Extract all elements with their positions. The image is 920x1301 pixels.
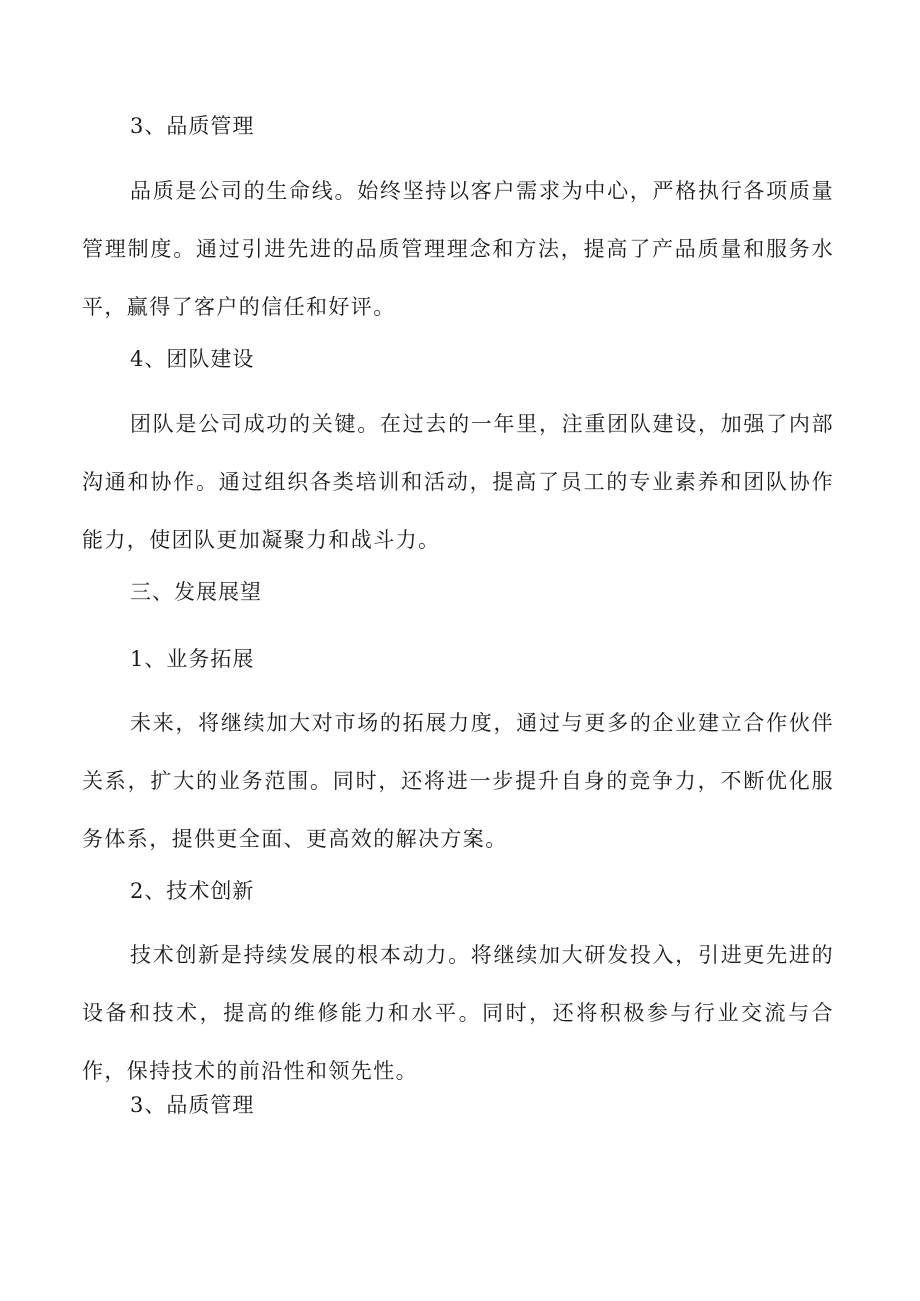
section-paragraph-tech: 技术创新是持续发展的根本动力。将继续加大研发投入，引进更先进的设备和技术，提高的维修能力和水平。同时，还将积极参与行业交流与合作，保持技术的前沿性和领先性。 bbox=[82, 943, 834, 1083]
section-paragraph-quality: 品质是公司的生命线。始终坚持以客户需求为中心，严格执行各项质量管理制度。通过引进先进的品质管理理念和方法，提高了产品质量和服务水平，赢得了客户的信任和好评。 bbox=[82, 179, 834, 319]
section-heading-tech: 2、技术创新 bbox=[130, 879, 255, 903]
section-heading-quality-repeat: 3、品质管理 bbox=[130, 1093, 255, 1117]
chapter-heading-outlook: 三、发展展望 bbox=[130, 580, 262, 604]
section-paragraph-team: 团队是公司成功的关键。在过去的一年里，注重团队建设，加强了内部沟通和协作。通过组织各类培训和活动，提高了员工的专业素养和团队协作能力，使团队更加凝聚力和战斗力。 bbox=[82, 412, 834, 552]
section-heading-team: 4、团队建设 bbox=[130, 347, 255, 371]
section-heading-business: 1、业务拓展 bbox=[130, 647, 255, 671]
section-paragraph-business: 未来，将继续加大对市场的拓展力度，通过与更多的企业建立合作伙伴关系，扩大的业务范围。同时，还将进一步提升自身的竞争力，不断优化服务体系，提供更全面、更高效的解决方案。 bbox=[82, 711, 834, 851]
section-heading-quality: 3、品质管理 bbox=[130, 114, 255, 138]
